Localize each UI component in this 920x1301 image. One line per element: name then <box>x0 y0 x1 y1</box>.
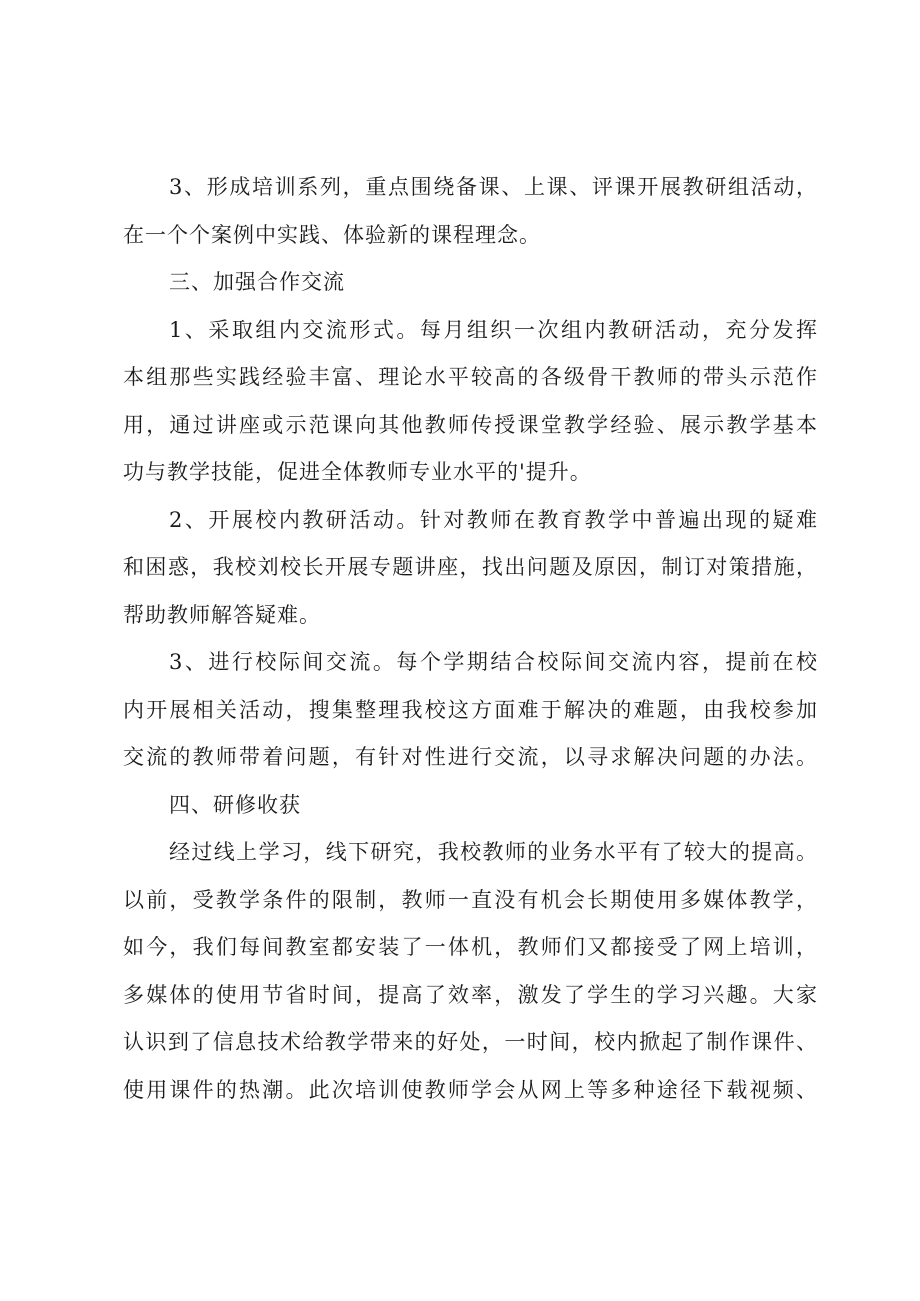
text-line: 帮助教师解答疑难。 <box>123 602 321 627</box>
text-line: 3、进行校际间交流。每个学期结合校际间交流内容，提前在校 <box>169 650 818 674</box>
text-line: 和困惑，我校刘校长开展专题讲座，找出问题及原因，制订对策措施， <box>123 555 818 579</box>
text-line: 认识到了信息技术给教学带来的好处，一时间，校内掀起了制作课件、 <box>123 1030 818 1054</box>
text-line: 本组那些实践经验丰富、理论水平较高的各级骨干教师的带头示范作 <box>123 365 818 389</box>
text-line: 交流的教师带着问题，有针对性进行交流，以寻求解决问题的办法。 <box>123 745 818 769</box>
text-line: 用，通过讲座或示范课向其他教师传授课堂教学经验、展示教学基本 <box>123 412 818 437</box>
text-line: 功与教学技能，促进全体教师专业水平的'提升。 <box>123 460 592 484</box>
text-line: 在一个个案例中实践、体验新的课程理念。 <box>123 222 541 247</box>
section-heading: 三、加强合作交流 <box>169 270 345 294</box>
text-line: 经过线上学习，线下研究，我校教师的业务水平有了较大的提高。 <box>169 840 818 864</box>
text-line: 3、形成培训系列，重点围绕备课、上课、评课开展教研组活动， <box>169 175 818 199</box>
text-line: 2、开展校内教研活动。针对教师在教育教学中普遍出现的疑难 <box>169 507 818 532</box>
text-line: 以前，受教学条件的限制，教师一直没有机会长期使用多媒体教学， <box>123 887 818 912</box>
text-line: 1、采取组内交流形式。每月组织一次组内教研活动，充分发挥 <box>169 317 818 342</box>
document-body <box>123 164 818 1114</box>
text-line: 如今，我们每间教室都安装了一体机，教师们又都接受了网上培训， <box>123 935 818 959</box>
text-line: 多媒体的使用节省时间，提高了效率，激发了学生的学习兴趣。大家 <box>123 982 818 1007</box>
text-line: 使用课件的热潮。此次培训使教师学会从网上等多种途径下载视频、 <box>123 1077 818 1102</box>
section-heading: 四、研修收获 <box>169 792 301 817</box>
text-line: 内开展相关活动，搜集整理我校这方面难于解决的难题，由我校参加 <box>123 697 818 722</box>
